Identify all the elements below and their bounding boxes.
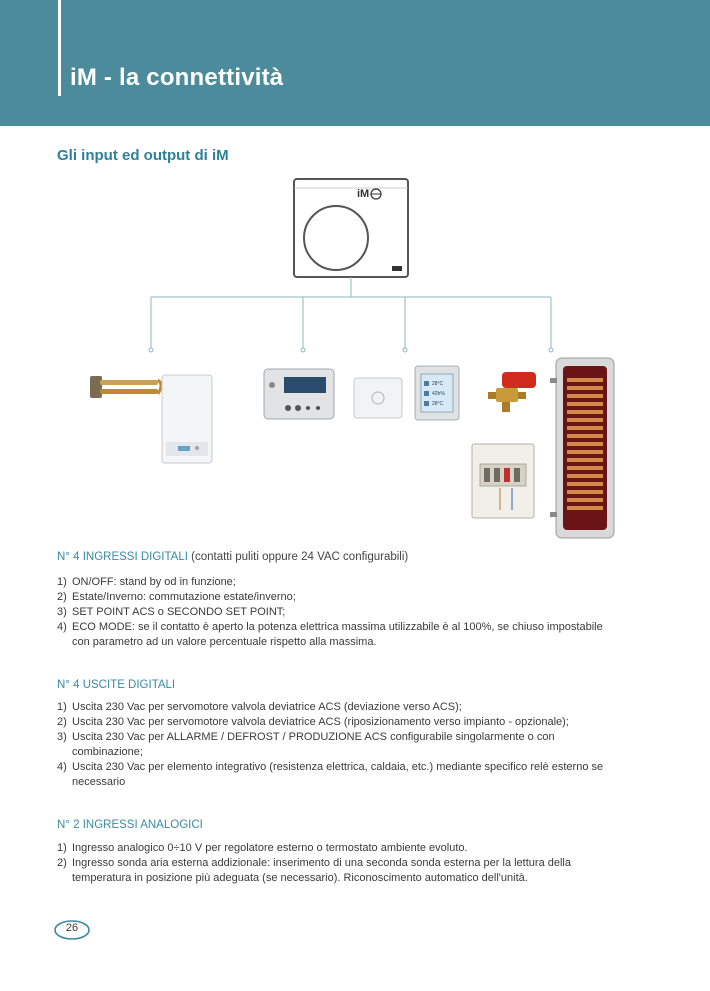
item-number: 4) (57, 761, 67, 773)
item-text: ON/OFF: stand by od in funzione; (72, 576, 236, 588)
list-item (57, 590, 617, 605)
boiler-icon (162, 375, 212, 463)
thermostat-reading-2: 42h% (432, 391, 445, 397)
item-number: 1) (57, 842, 67, 854)
analog-inputs-list (57, 841, 617, 886)
item-text: Ingresso sonda aria esterna addizionale: inserimento di una seconda sonda esterna per la lettura della temperatura in posizione più adeguata (se necessario). Riconoscimento automatico dell'unità. (72, 857, 571, 884)
page-title: iM - la connettività (70, 64, 284, 91)
connection-lines (149, 277, 553, 352)
thermostat-reading-3: 28°C (432, 401, 444, 407)
digital-outputs-title: N° 4 USCITE DIGITALI (57, 679, 176, 691)
im-unit-illustration (294, 179, 408, 277)
storage-tank-icon (550, 358, 614, 538)
header-accent-bar (58, 0, 61, 96)
item-text: Estate/Inverno: commutazione estate/inverno; (72, 591, 296, 603)
room-thermostat-icon (354, 378, 402, 418)
electric-heater-icon (90, 376, 161, 398)
unit-label-icon (392, 266, 402, 271)
digital-inputs-title: N° 4 INGRESSI DIGITALI (57, 551, 188, 563)
thermostat-reading-1: 28°C (432, 381, 444, 387)
item-number: 1) (57, 576, 67, 588)
list-item (57, 856, 617, 886)
list-item (57, 730, 617, 760)
item-text: SET POINT ACS o SECONDO SET POINT; (72, 606, 286, 618)
digital-inputs-note: (contatti puliti oppure 24 VAC configurabili) (191, 551, 409, 563)
header-band (0, 0, 710, 126)
list-item (57, 575, 617, 590)
list-item (57, 620, 617, 650)
item-text: Ingresso analogico 0÷10 V per regolatore esterno o termostato ambiente evoluto. (72, 842, 468, 854)
im-logo-text: iM (357, 188, 370, 200)
item-text: Uscita 230 Vac per servomotore valvola deviatrice ACS (riposizionamento verso impianto - opzionale); (72, 716, 569, 728)
item-number: 1) (57, 701, 67, 713)
list-item (57, 715, 617, 730)
analog-inputs-heading (57, 819, 203, 831)
connection-diagram (0, 170, 710, 550)
item-number: 4) (57, 621, 67, 633)
section-subtitle: Gli input ed output di iM (57, 147, 229, 164)
digital-outputs-heading (57, 679, 175, 691)
page-number: 26 (65, 922, 79, 934)
remote-control-icon (264, 369, 334, 419)
list-item (57, 760, 617, 790)
list-item (57, 841, 617, 856)
digital-inputs-heading (57, 551, 408, 563)
diverter-valve-icon (488, 372, 536, 412)
list-item (57, 605, 617, 620)
item-number: 3) (57, 731, 67, 743)
item-number: 3) (57, 606, 67, 618)
electrical-panel-icon (472, 444, 534, 518)
list-item (57, 700, 617, 715)
item-number: 2) (57, 591, 67, 603)
digital-outputs-list (57, 700, 617, 790)
digital-inputs-list (57, 575, 617, 650)
item-number: 2) (57, 857, 67, 869)
item-text: ECO MODE: se il contatto è aperto la potenza elettrica massima utilizzabile è al 100%, se chiuso impostabile con parametro ad un valore percentuale rispetto alla massima. (72, 621, 603, 648)
analog-inputs-title: N° 2 INGRESSI ANALOGICI (57, 819, 203, 831)
item-number: 2) (57, 716, 67, 728)
item-text: Uscita 230 Vac per servomotore valvola deviatrice ACS (deviazione verso ACS); (72, 701, 462, 713)
item-text: Uscita 230 Vac per elemento integrativo (resistenza elettrica, caldaia, etc.) mediante specifico relè esterno se necessario (72, 761, 604, 788)
digital-thermostat-icon (415, 366, 459, 420)
item-text: Uscita 230 Vac per ALLARME / DEFROST / PRODUZIONE ACS configurabile singolarmente o con combinazione; (72, 731, 555, 758)
